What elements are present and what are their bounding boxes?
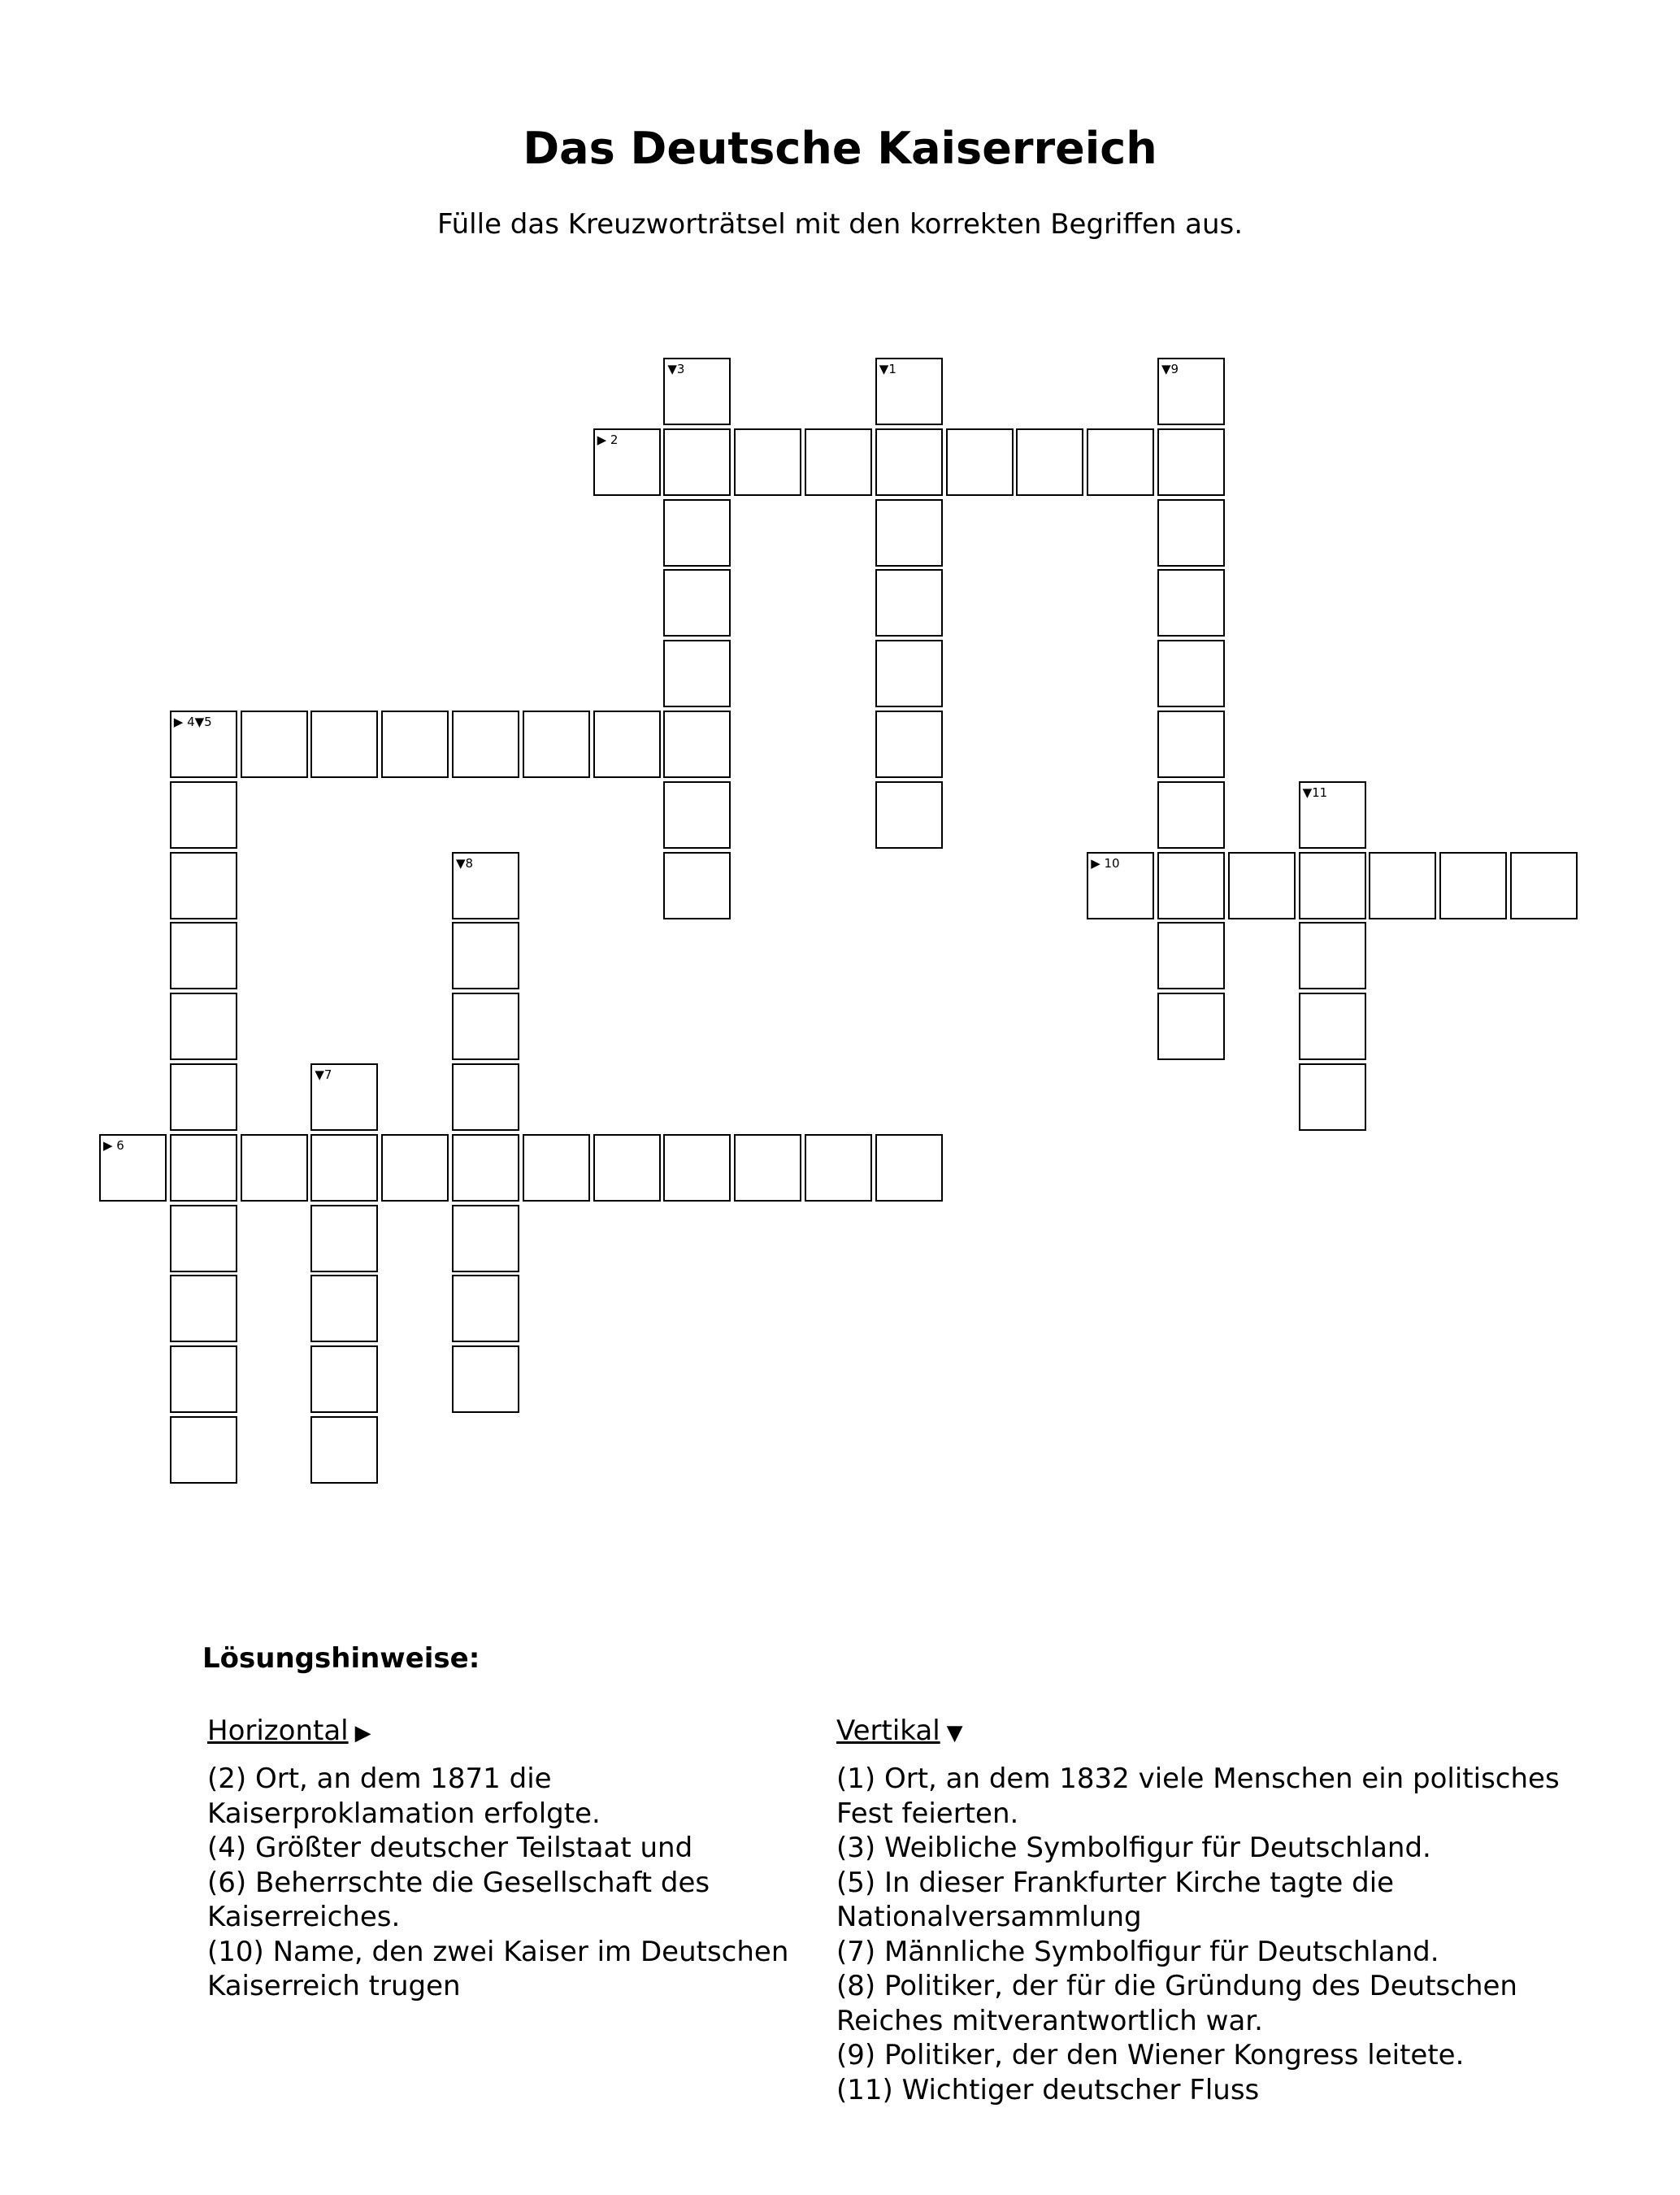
crossword-cell[interactable] <box>1087 428 1154 496</box>
clue-number: ▶ 6 <box>103 1137 124 1153</box>
clue-text: Reiches mitverantwortlich war. <box>836 2004 1263 2037</box>
crossword-cell[interactable] <box>875 1134 943 1202</box>
crossword-cell[interactable] <box>875 711 943 778</box>
crossword-cell[interactable] <box>734 428 801 496</box>
clue-text: (3) Weibliche Symbolfigur für Deutschland. <box>836 1832 1431 1864</box>
clue-text: (7) Männliche Symbolfigur für Deutschland. <box>836 1935 1439 1968</box>
clue-text: (8) Politiker, der für die Gründung des Deutschen <box>836 1970 1517 2002</box>
crossword-cell[interactable] <box>875 499 943 567</box>
instructions: Fülle das Kreuzworträtsel mit den korrekten Begriffen aus. <box>436 208 1244 241</box>
horizontal-clues <box>207 1762 788 2004</box>
clue-text: (1) Ort, an dem 1832 viele Menschen ein politisches <box>836 1763 1560 1795</box>
clue-text: (10) Name, den zwei Kaiser im Deutschen <box>207 1935 789 1968</box>
crossword-cell[interactable] <box>1016 428 1083 496</box>
crossword-cell[interactable] <box>1157 358 1225 425</box>
crossword-cell[interactable] <box>241 711 308 778</box>
clue-number: ▼9 <box>1161 362 1179 376</box>
crossword-cell[interactable] <box>593 428 661 496</box>
crossword-cell[interactable] <box>170 922 237 989</box>
crossword-cell[interactable] <box>170 1275 237 1342</box>
crossword-cell[interactable] <box>1157 852 1225 919</box>
crossword-cell[interactable] <box>875 358 943 425</box>
crossword-cell[interactable] <box>523 1134 590 1202</box>
vertical-heading <box>836 1710 963 1754</box>
horizontal-heading-label: Horizontal <box>207 1715 349 1747</box>
vertical-heading-label: Vertikal <box>836 1715 940 1747</box>
crossword-cell[interactable] <box>310 1416 378 1484</box>
horizontal-heading <box>207 1710 371 1754</box>
crossword-cell[interactable] <box>1299 852 1366 919</box>
crossword-cell[interactable] <box>381 1134 449 1202</box>
crossword-cell[interactable] <box>1228 852 1296 919</box>
clue-number: ▶ 2 <box>597 432 619 447</box>
crossword-cell[interactable] <box>663 428 731 496</box>
clue-text: (11) Wichtiger deutscher Fluss <box>836 2073 1260 2106</box>
clue-text: Kaiserreich trugen <box>207 1970 461 2002</box>
clue-text: (6) Beherrschte die Gesellschaft des <box>207 1866 710 1899</box>
crossword-cell[interactable] <box>663 499 731 567</box>
crossword-cell[interactable] <box>1157 922 1225 989</box>
crossword-cell[interactable] <box>170 781 237 849</box>
clue-text: Nationalversammlung <box>836 1901 1142 1933</box>
crossword-cell[interactable] <box>170 1134 237 1202</box>
clue-text: (2) Ort, an dem 1871 die <box>207 1763 552 1795</box>
crossword-cell[interactable] <box>381 711 449 778</box>
crossword-cell[interactable] <box>663 1134 731 1202</box>
clue-text: Fest feierten. <box>836 1797 1019 1830</box>
crossword-cell[interactable] <box>1157 993 1225 1060</box>
crossword-cell[interactable] <box>1157 428 1225 496</box>
crossword-cell[interactable] <box>1510 852 1578 919</box>
clue-number: ▼11 <box>1302 785 1328 800</box>
crossword-cell[interactable] <box>452 1134 519 1202</box>
crossword-cell[interactable] <box>310 711 378 778</box>
crossword-cell[interactable] <box>1157 499 1225 567</box>
page-title: Das Deutsche Kaiserreich <box>523 123 1157 174</box>
clue-number: ▶ 4▼5 <box>173 715 212 729</box>
crossword-cell[interactable] <box>805 428 872 496</box>
crossword-cell[interactable] <box>523 711 590 778</box>
clue-number: ▼1 <box>879 362 896 376</box>
clue-text: Kaiserproklamation erfolgte. <box>207 1797 601 1830</box>
crossword-cell[interactable] <box>170 1345 237 1413</box>
crossword-cell[interactable] <box>1087 852 1154 919</box>
hints-heading: Lösungshinweise: <box>202 1642 480 1675</box>
crossword-cell[interactable] <box>663 781 731 849</box>
clue-number: ▶ 10 <box>1091 855 1120 871</box>
clue-text: Kaiserreiches. <box>207 1901 401 1933</box>
crossword-cell[interactable] <box>593 1134 661 1202</box>
crossword-cell[interactable] <box>452 1345 519 1413</box>
crossword-cell[interactable] <box>1157 711 1225 778</box>
crossword-cell[interactable] <box>310 1345 378 1413</box>
crossword-cell[interactable] <box>1157 569 1225 637</box>
crossword-cell[interactable] <box>241 1134 308 1202</box>
crossword-cell[interactable] <box>1299 922 1366 989</box>
crossword-cell[interactable] <box>452 922 519 989</box>
crossword-cell[interactable] <box>452 852 519 919</box>
vertical-clues <box>836 1762 1560 2107</box>
crossword-cell[interactable] <box>875 781 943 849</box>
clue-number: ▼7 <box>315 1067 332 1082</box>
crossword-cell[interactable] <box>1157 640 1225 707</box>
crossword-cell[interactable] <box>170 852 237 919</box>
crossword-cell[interactable] <box>452 1275 519 1342</box>
clue-text: (5) In dieser Frankfurter Kirche tagte die <box>836 1866 1395 1899</box>
crossword-cell[interactable] <box>170 993 237 1060</box>
crossword-cell[interactable] <box>1299 1063 1366 1131</box>
crossword-cell[interactable] <box>875 569 943 637</box>
crossword-cell[interactable] <box>734 1134 801 1202</box>
crossword-cell[interactable] <box>805 1134 872 1202</box>
crossword-cell[interactable] <box>310 1063 378 1131</box>
crossword-cell[interactable] <box>663 569 731 637</box>
crossword-cell[interactable] <box>1439 852 1507 919</box>
down-arrow-icon: ▼ <box>946 1721 963 1745</box>
crossword-cell[interactable] <box>946 428 1014 496</box>
crossword-cell[interactable] <box>170 1205 237 1272</box>
clue-text: (9) Politiker, der den Wiener Kongress leitete. <box>836 2039 1465 2071</box>
clue-text: (4) Größter deutscher Teilstaat und <box>207 1832 693 1864</box>
crossword-cell[interactable] <box>875 428 943 496</box>
crossword-cell[interactable] <box>310 1134 378 1202</box>
crossword-cell[interactable] <box>1299 781 1366 849</box>
crossword-cell[interactable] <box>1369 852 1436 919</box>
crossword-cell[interactable] <box>310 1205 378 1272</box>
crossword-cell[interactable] <box>1157 781 1225 849</box>
crossword-cell[interactable] <box>170 1063 237 1131</box>
crossword-cell[interactable] <box>663 358 731 425</box>
crossword-cell[interactable] <box>663 852 731 919</box>
play-arrow-icon: ▶ <box>354 1721 371 1745</box>
crossword-cell[interactable] <box>452 1205 519 1272</box>
crossword-cell[interactable] <box>452 711 519 778</box>
crossword-cell[interactable] <box>452 993 519 1060</box>
clue-number: ▼3 <box>667 362 685 376</box>
crossword-cell[interactable] <box>593 711 661 778</box>
crossword-cell[interactable] <box>452 1063 519 1131</box>
crossword-cell[interactable] <box>310 1275 378 1342</box>
crossword-cell[interactable] <box>1299 993 1366 1060</box>
crossword-cell[interactable] <box>663 640 731 707</box>
clue-number: ▼8 <box>456 855 474 871</box>
crossword-cell[interactable] <box>99 1134 167 1202</box>
crossword-cell[interactable] <box>170 1416 237 1484</box>
crossword-cell[interactable] <box>875 640 943 707</box>
crossword-cell[interactable] <box>663 711 731 778</box>
crossword-cell[interactable] <box>170 711 237 778</box>
